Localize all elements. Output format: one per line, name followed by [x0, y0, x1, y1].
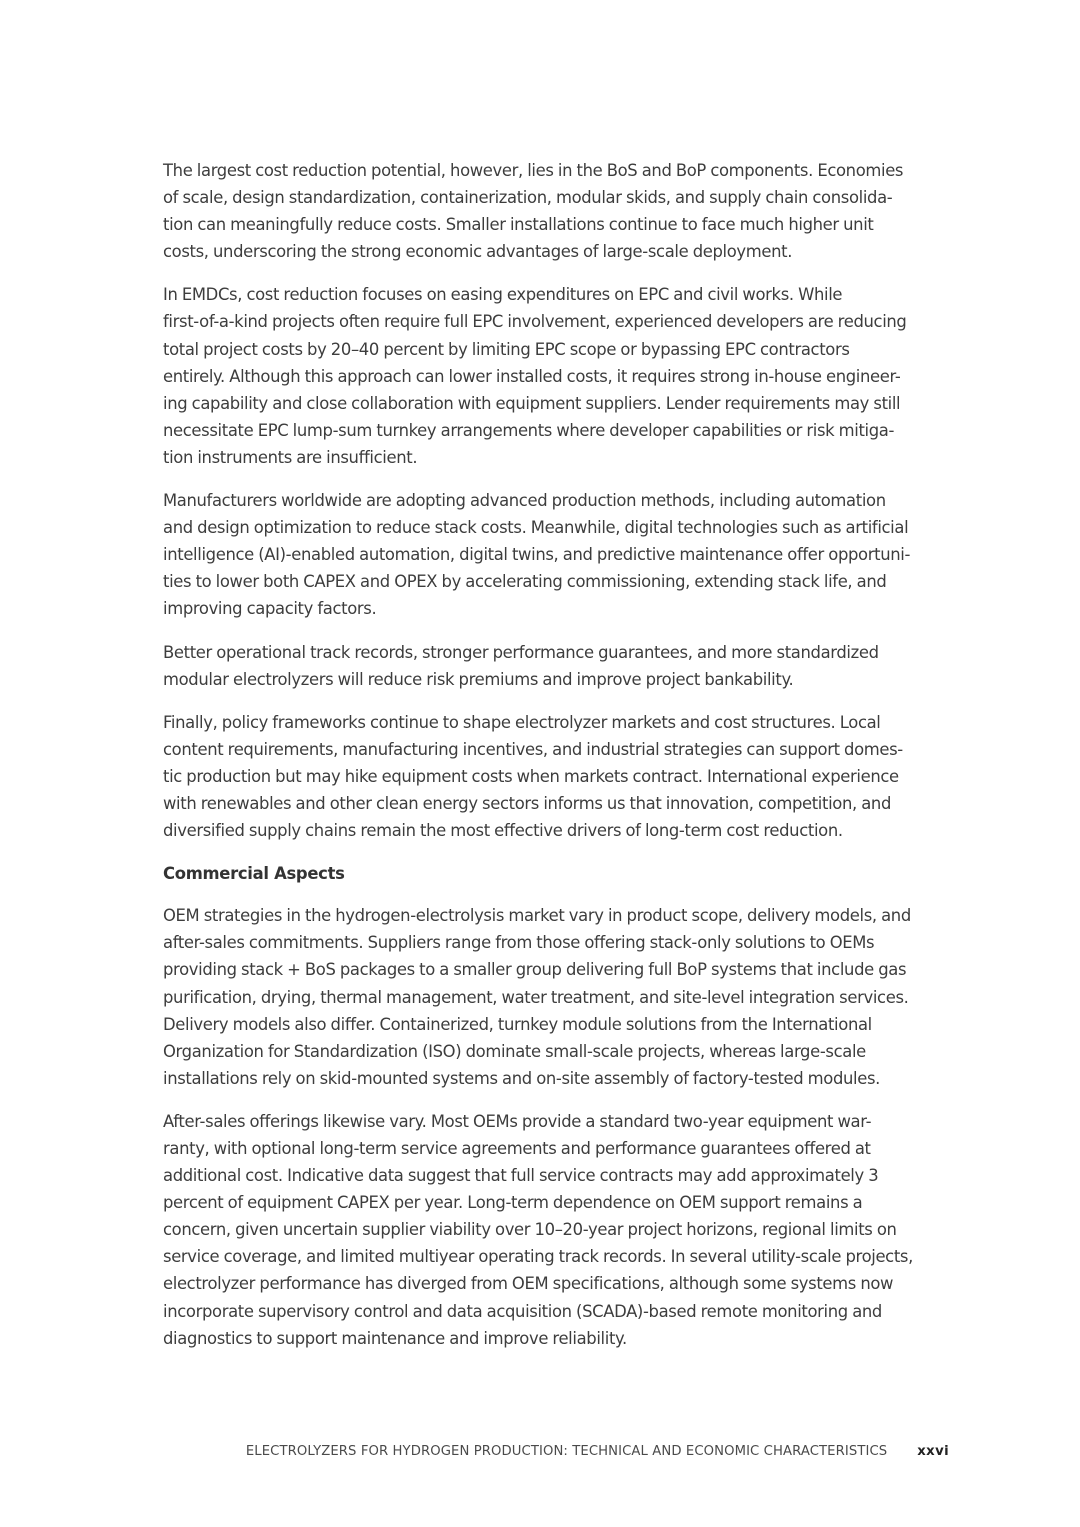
text-line: Organization for Standardization (ISO) dominate small-scale projects, whereas large-scale	[163, 1041, 866, 1061]
text-line: Better operational track records, stronger performance guarantees, and more standardized	[163, 642, 879, 662]
text-line: After-sales offerings likewise vary. Most OEMs provide a standard two-year equipment war-	[163, 1111, 872, 1131]
text-line: ties to lower both CAPEX and OPEX by accelerating commissioning, extending stack life, and	[163, 572, 887, 592]
text-line: installations rely on skid-mounted systems and on-site assembly of factory-tested modules.	[163, 1068, 881, 1088]
paragraph	[163, 709, 953, 844]
text-line: total project costs by 20–40 percent by limiting EPC scope or bypassing EPC contractors	[163, 339, 850, 359]
page-body	[163, 157, 953, 1368]
text-line: and design optimization to reduce stack costs. Meanwhile, digital technologies such as artificial	[163, 518, 909, 538]
text-line: additional cost. Indicative data suggest that full service contracts may add approximately 3	[163, 1166, 879, 1186]
text-line: tion can meaningfully reduce costs. Smaller installations continue to face much higher unit	[163, 215, 874, 235]
text-line: with renewables and other clean energy sectors informs us that innovation, competition, and	[163, 793, 892, 813]
text-line: In EMDCs, cost reduction focuses on easing expenditures on EPC and civil works. While	[163, 285, 843, 305]
paragraph	[163, 487, 953, 622]
page-footer	[246, 1444, 949, 1459]
text-line: improving capacity factors.	[163, 599, 377, 619]
text-line: electrolyzer performance has diverged from OEM specifications, although some systems now	[163, 1274, 894, 1294]
text-line: Manufacturers worldwide are adopting advanced production methods, including automation	[163, 491, 886, 511]
paragraphs-before-heading	[163, 157, 953, 844]
paragraph	[163, 902, 953, 1092]
text-line: OEM strategies in the hydrogen-electrolysis market vary in product scope, delivery models, and	[163, 906, 911, 926]
text-line: incorporate supervisory control and data acquisition (SCADA)-based remote monitoring and	[163, 1301, 882, 1321]
running-footer-title: ELECTROLYZERS FOR HYDROGEN PRODUCTION: TECHNICAL AND ECONOMIC CHARACTERISTICS	[245, 1444, 888, 1459]
section-heading: Commercial Aspects	[163, 864, 345, 884]
text-line: Delivery models also differ. Containerized, turnkey module solutions from the International	[163, 1014, 872, 1034]
paragraph	[163, 639, 953, 693]
text-line: concern, given uncertain supplier viability over 10–20-year project horizons, regional limits on	[163, 1220, 897, 1240]
text-line: service coverage, and limited multiyear operating track records. In several utility-scale projects,	[163, 1247, 913, 1267]
text-line: providing stack + BoS packages to a smaller group delivering full BoP systems that include gas	[163, 960, 907, 980]
text-line: Finally, policy frameworks continue to shape electrolyzer markets and cost structures. Local	[163, 712, 881, 732]
text-line: entirely. Although this approach can lower installed costs, it requires strong in-house engineer-	[163, 366, 901, 386]
text-line: costs, underscoring the strong economic advantages of large-scale deployment.	[163, 242, 793, 262]
text-line: The largest cost reduction potential, however, lies in the BoS and BoP components. Economies	[163, 161, 904, 180]
text-line: of scale, design standardization, containerization, modular skids, and supply chain consolida-	[163, 188, 893, 208]
paragraph	[163, 281, 953, 471]
text-line: ranty, with optional long-term service agreements and performance guarantees offered at	[163, 1139, 871, 1158]
text-line: first-of-a-kind projects often require full EPC involvement, experienced developers are reducing	[163, 312, 907, 332]
text-line: intelligence (AI)-enabled automation, digital twins, and predictive maintenance offer opportuni-	[163, 545, 911, 565]
text-line: content requirements, manufacturing incentives, and industrial strategies can support domes-	[163, 739, 903, 759]
text-line: tic production but may hike equipment costs when markets contract. International experience	[163, 766, 899, 786]
text-line: diagnostics to support maintenance and improve reliability.	[163, 1328, 627, 1348]
text-line: tion instruments are insufficient.	[163, 447, 418, 467]
text-line: purification, drying, thermal management, water treatment, and site-level integration services.	[163, 987, 909, 1007]
paragraphs-after-heading	[163, 902, 953, 1352]
page-number: xxvi	[917, 1444, 949, 1459]
paragraph	[163, 1108, 953, 1352]
paragraph	[163, 157, 953, 265]
text-line: diversified supply chains remain the most effective drivers of long-term cost reduction.	[163, 821, 843, 841]
text-line: necessitate EPC lump-sum turnkey arrangements where developer capabilities or risk mitiga-	[163, 420, 895, 440]
text-line: modular electrolyzers will reduce risk premiums and improve project bankability.	[163, 669, 794, 689]
text-line: after-sales commitments. Suppliers range from those offering stack-only solutions to OEMs	[163, 933, 875, 953]
text-line: percent of equipment CAPEX per year. Long-term dependence on OEM support remains a	[163, 1193, 863, 1213]
text-line: ing capability and close collaboration with equipment suppliers. Lender requirements may still	[163, 393, 901, 413]
